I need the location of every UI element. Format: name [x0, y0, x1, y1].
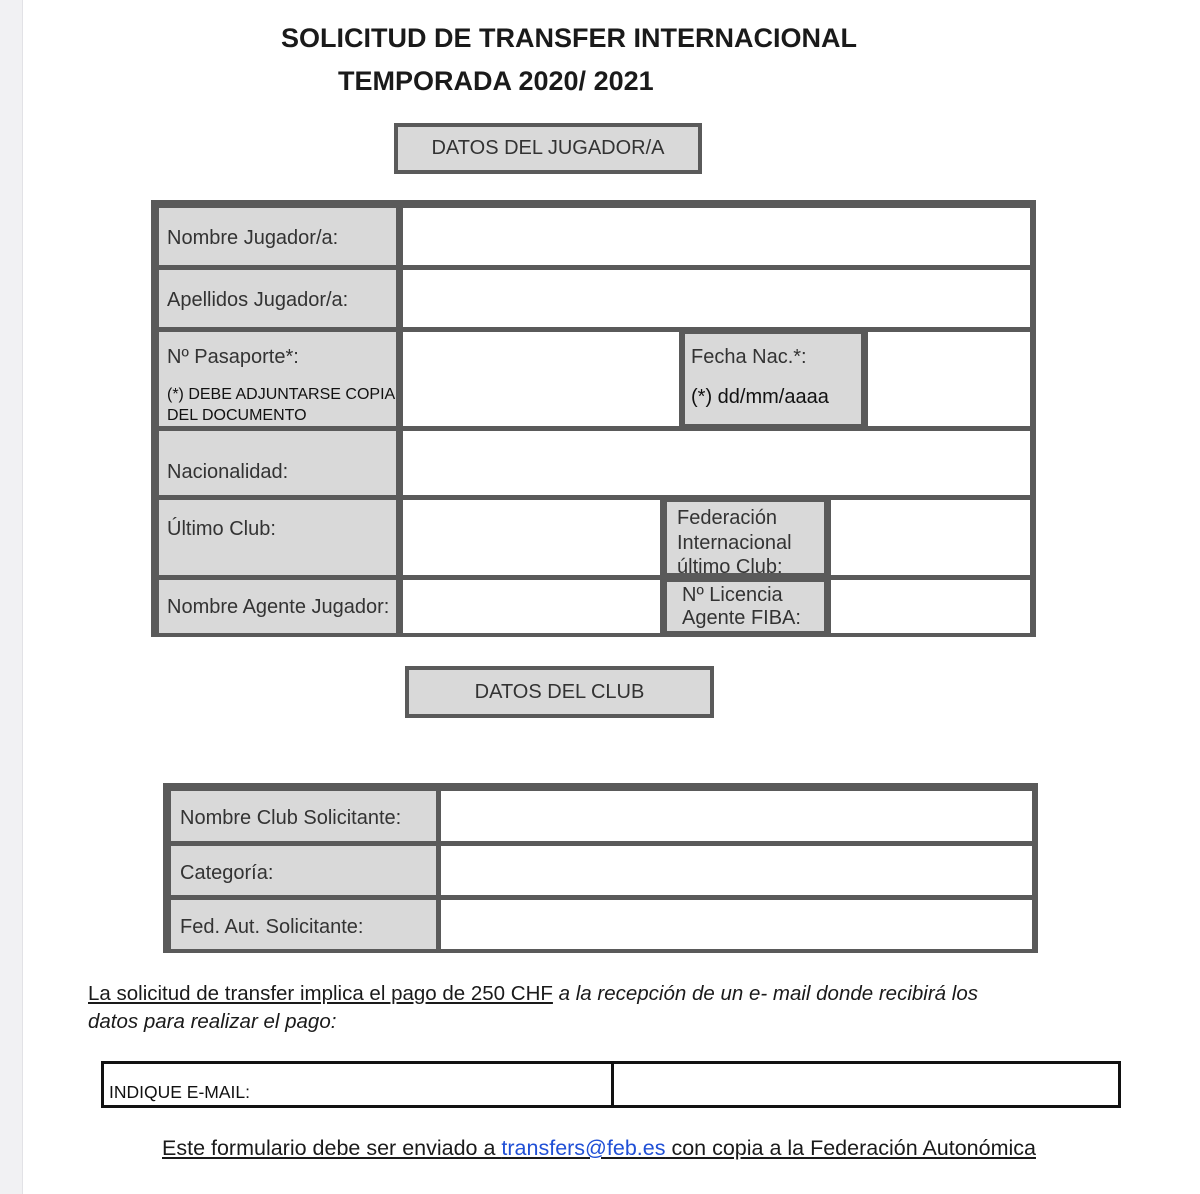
player-data-table	[151, 200, 1036, 637]
club-solicitante-field[interactable]	[441, 791, 1032, 841]
ultimo-club-label-cell	[159, 500, 396, 575]
email-table	[101, 1061, 1121, 1108]
federacion-label	[677, 506, 792, 580]
form-title: SOLICITUD DE TRANSFER INTERNACIONAL	[281, 23, 857, 53]
ultimo-club-label: Último Club:	[167, 518, 276, 540]
email-field[interactable]	[614, 1064, 1118, 1105]
player-section-heading-label: DATOS DEL JUGADOR/A	[431, 137, 665, 159]
club-data-table	[163, 783, 1038, 953]
player-section-heading	[394, 123, 702, 174]
payment-note-italic-line2: datos para realizar el pago:	[88, 1010, 337, 1033]
pasaporte-label: Nº Pasaporte*:	[167, 346, 299, 368]
federacion-label-cell	[665, 500, 826, 578]
nombre-jugador-field[interactable]	[403, 208, 1030, 265]
email-label: INDIQUE E-MAIL:	[109, 1082, 250, 1102]
club-section-heading-label: DATOS DEL CLUB	[474, 680, 645, 703]
footer-text-after: con copia a la Federación Autonómica	[665, 1136, 1036, 1160]
nacionalidad-label: Nacionalidad:	[167, 461, 289, 483]
apellidos-jugador-field[interactable]	[403, 270, 1030, 327]
nombre-jugador-label: Nombre Jugador/a:	[167, 227, 339, 249]
nacionalidad-field[interactable]	[403, 431, 1030, 495]
footer-email-link[interactable]: transfers@feb.es	[501, 1136, 666, 1160]
apellidos-jugador-label-cell	[159, 270, 396, 327]
federacion-label-line1: Federación	[677, 507, 778, 529]
federacion-label-line2: Internacional	[677, 531, 792, 554]
federacion-field[interactable]	[831, 500, 1030, 575]
pasaporte-field[interactable]	[403, 332, 679, 426]
agente-label: Nombre Agente Jugador:	[167, 596, 390, 618]
categoria-label-cell	[171, 846, 436, 895]
email-label-cell	[104, 1064, 611, 1105]
apellidos-jugador-label: Apellidos Jugador/a:	[167, 289, 349, 311]
fecha-nac-label: Fecha Nac.*:	[691, 346, 807, 368]
footer-text-before: Este formulario debe ser enviado a	[162, 1136, 502, 1160]
payment-note	[88, 980, 1088, 1036]
nombre-jugador-label-cell	[159, 208, 396, 265]
licencia-label-line2: Agente FIBA:	[682, 607, 801, 629]
federacion-label-line3: último Club:	[677, 556, 783, 578]
licencia-label-cell	[665, 580, 826, 633]
club-solicitante-label-cell	[171, 791, 436, 841]
licencia-label-line1: Nº Licencia	[682, 584, 783, 606]
agente-label-cell	[159, 580, 396, 633]
ultimo-club-field[interactable]	[403, 500, 660, 575]
pasaporte-label-cell	[159, 332, 396, 426]
pasaporte-note-line2: DEL DOCUMENTO	[167, 407, 307, 424]
pasaporte-note	[167, 384, 399, 426]
categoria-label: Categoría:	[180, 862, 274, 884]
nacionalidad-label-cell	[159, 431, 396, 495]
pasaporte-note-line1: (*) DEBE ADJUNTARSE COPIA	[167, 386, 396, 403]
club-solicitante-label: Nombre Club Solicitante:	[180, 807, 402, 829]
fecha-nac-field[interactable]	[868, 332, 1030, 426]
agente-field[interactable]	[403, 580, 660, 633]
fed-aut-field[interactable]	[441, 900, 1032, 949]
footer-instructions	[162, 1136, 1036, 1161]
fecha-nac-label-cell	[683, 332, 863, 426]
fed-aut-label: Fed. Aut. Solicitante:	[180, 916, 364, 938]
payment-note-underlined: La solicitud de transfer implica el pago de 250 CHF	[88, 982, 553, 1005]
payment-note-italic-line1: a la recepción de un e- mail donde recibirá los	[552, 982, 978, 1005]
season-title: TEMPORADA 2020/ 2021	[338, 66, 654, 96]
categoria-field[interactable]	[441, 846, 1032, 895]
page-left-edge	[0, 0, 23, 1194]
fecha-nac-format: (*) dd/mm/aaaa	[691, 386, 829, 408]
licencia-field[interactable]	[831, 580, 1030, 633]
licencia-label	[682, 584, 801, 630]
fed-aut-label-cell	[171, 900, 436, 949]
club-section-heading	[405, 666, 714, 718]
